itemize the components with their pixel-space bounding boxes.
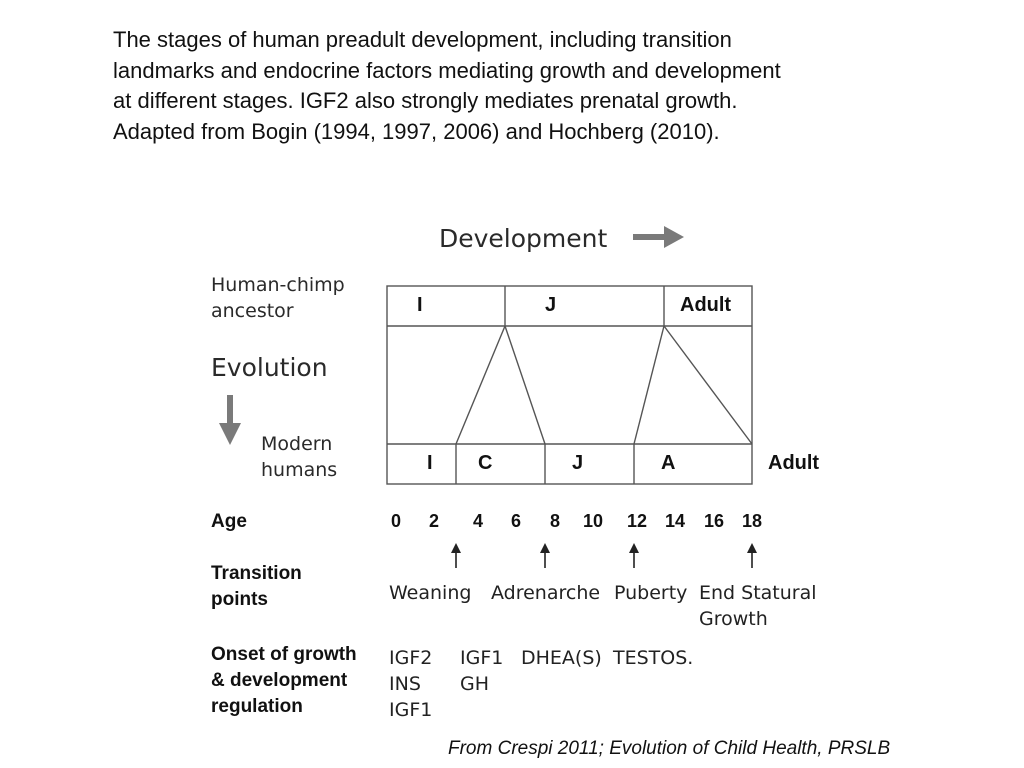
modern-stage-childhood: C (478, 452, 493, 474)
up-arrow-icon (540, 543, 550, 568)
caption-line: The stages of human preadult development, including transition (113, 27, 732, 52)
ancestor-stage-juvenile: J (545, 294, 557, 316)
modern-label-line: humans (261, 459, 338, 481)
onset-factor-dheas: DHEA(S) (521, 647, 602, 669)
transition-line: End Statural (699, 582, 817, 604)
age-value: 6 (510, 511, 522, 531)
age-value: 8 (549, 511, 561, 531)
modern-stage-juvenile: J (572, 452, 584, 474)
caption-line: landmarks and endocrine factors mediating growth and development (113, 57, 781, 83)
ancestor-label (211, 272, 345, 324)
onset-label-line: Onset of growth (211, 644, 357, 665)
factor: IGF2 (389, 647, 433, 669)
up-arrow-icon (747, 543, 757, 568)
factor: IGF1 (389, 699, 433, 721)
age-row-label: Age (211, 511, 247, 532)
age-value: 12 (626, 511, 648, 531)
transition-puberty: Puberty (614, 582, 688, 604)
onset-label-line: & development (211, 670, 348, 691)
age-value: 4 (472, 511, 484, 531)
transition-arrows (451, 543, 757, 568)
onset-label-line: regulation (211, 696, 303, 717)
onset-factors-birth (389, 645, 432, 723)
ancestor-label-line: ancestor (211, 300, 294, 322)
down-arrow-icon (219, 395, 241, 445)
ancestor-label-line: Human-chimp (211, 274, 345, 296)
factor: IGF1 (460, 647, 504, 669)
ancestor-stage-adult: Adult (680, 294, 732, 316)
modern-stage-infant: I (427, 452, 433, 474)
transition-adrenarche: Adrenarche (491, 582, 601, 604)
age-value: 0 (390, 511, 402, 531)
transition-line: Growth (699, 608, 768, 630)
age-value: 18 (741, 511, 763, 531)
development-label: Development (439, 224, 608, 253)
age-value: 10 (582, 511, 604, 531)
up-arrow-icon (451, 543, 461, 568)
transition-weaning: Weaning (389, 582, 472, 604)
evolution-label: Evolution (211, 353, 328, 382)
onset-factors-childhood (460, 645, 503, 697)
source-credit: From Crespi 2011; Evolution of Child Health, PRSLB (448, 738, 891, 759)
factor: GH (460, 673, 490, 695)
age-value: 14 (664, 511, 686, 531)
transition-end-statural-growth (699, 580, 817, 632)
age-value: 16 (703, 511, 725, 531)
modern-label-line: Modern (261, 433, 333, 455)
onset-row-label (211, 642, 357, 720)
transition-row-label (211, 561, 302, 613)
ancestor-stage-infant: I (417, 294, 423, 316)
onset-factor-testos: TESTOS. (613, 647, 694, 669)
age-value: 2 (428, 511, 440, 531)
modern-humans-label (261, 431, 337, 483)
factor: INS (389, 673, 421, 695)
transition-label-line: Transition (211, 563, 302, 584)
modern-adult-label: Adult (768, 452, 820, 474)
modern-stage-adolescent: A (661, 452, 676, 474)
transition-label-line: points (211, 589, 268, 610)
caption-line: at different stages. IGF2 also strongly mediates prenatal growth. (113, 88, 738, 113)
up-arrow-icon (629, 543, 639, 568)
caption-line: Adapted from Bogin (1994, 1997, 2006) and Hochberg (2010). (113, 118, 720, 144)
right-arrow-icon (633, 226, 684, 248)
